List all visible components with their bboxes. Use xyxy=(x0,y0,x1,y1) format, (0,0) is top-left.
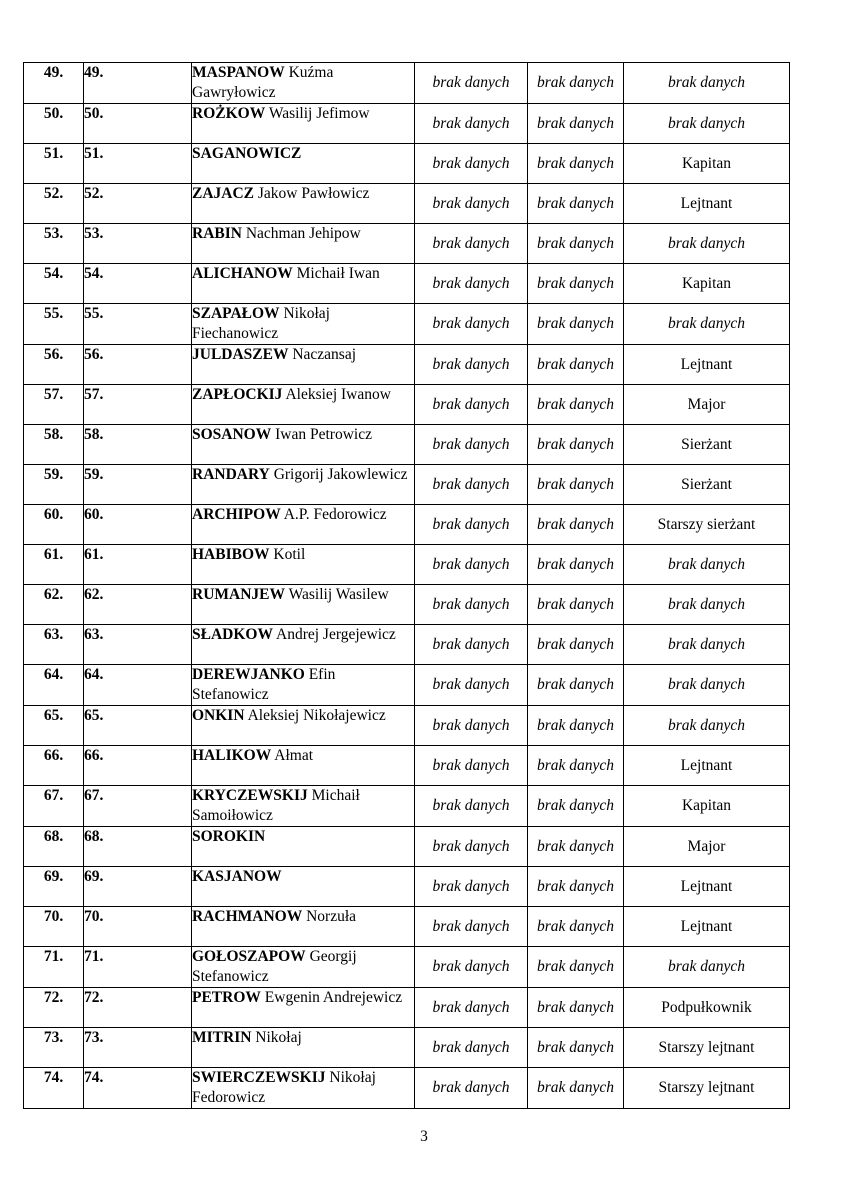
surname: MITRIN xyxy=(192,1029,252,1046)
data-cell-a: brak danych xyxy=(415,1028,528,1068)
table-row xyxy=(24,867,790,907)
surname: HABIBOW xyxy=(192,546,270,563)
rank-text: brak danych xyxy=(667,635,746,653)
rank-cell xyxy=(624,665,790,706)
given-names: Kotil xyxy=(273,546,306,563)
name-cell xyxy=(192,665,415,706)
name-cell xyxy=(192,907,415,947)
data-cell-b: brak danych xyxy=(528,385,624,425)
given-names: Kuźma Gawryłowicz xyxy=(192,64,334,101)
ordinal-cell: 53. xyxy=(24,224,84,264)
rank-text: Kapitan xyxy=(681,797,732,814)
rank-cell xyxy=(624,827,790,867)
given-names: Efin Stefanowicz xyxy=(192,666,336,703)
name-cell xyxy=(192,385,415,425)
rank-cell xyxy=(624,947,790,988)
surname: ALICHANOW xyxy=(192,265,293,282)
table-row xyxy=(24,1028,790,1068)
given-names: Michaił Iwan xyxy=(296,265,380,282)
data-cell-b: brak danych xyxy=(528,625,624,665)
given-names: Andrej Jergejewicz xyxy=(276,626,396,643)
number-cell: 71. xyxy=(84,947,192,988)
table-row xyxy=(24,465,790,505)
data-cell-a: brak danych xyxy=(415,746,528,786)
data-cell-a: brak danych xyxy=(415,827,528,867)
given-names: Wasilij Jefimow xyxy=(268,105,370,122)
rank-text: Lejtnant xyxy=(680,756,733,774)
ordinal-cell: 60. xyxy=(24,505,84,545)
ordinal-cell: 64. xyxy=(24,665,84,706)
data-cell-b: brak danych xyxy=(528,104,624,144)
rank-cell xyxy=(624,786,790,827)
data-cell-b: brak danych xyxy=(528,63,624,104)
table-row xyxy=(24,304,790,345)
table-row xyxy=(24,947,790,988)
rank-text: brak danych xyxy=(667,315,746,332)
name-cell xyxy=(192,988,415,1028)
rank-cell xyxy=(624,63,790,104)
surname: ZAPŁOCKIJ xyxy=(192,386,283,403)
data-cell-b: brak danych xyxy=(528,746,624,786)
surname: GOŁOSZAPOW xyxy=(192,948,306,965)
number-cell: 73. xyxy=(84,1028,192,1068)
rank-text: Sierżant xyxy=(681,435,732,453)
name-cell xyxy=(192,63,415,104)
surname: HALIKOW xyxy=(192,747,272,764)
ordinal-cell: 74. xyxy=(24,1068,84,1109)
number-cell: 66. xyxy=(84,746,192,786)
rank-text: brak danych xyxy=(667,74,746,91)
table-row xyxy=(24,505,790,545)
ordinal-cell: 52. xyxy=(24,184,84,224)
given-names: Iwan Petrowicz xyxy=(275,426,372,443)
rank-cell xyxy=(624,625,790,665)
table-row xyxy=(24,625,790,665)
number-cell: 70. xyxy=(84,907,192,947)
given-names: Wasilij Wasilew xyxy=(288,586,389,603)
name-cell xyxy=(192,144,415,184)
rank-cell xyxy=(624,545,790,585)
data-cell-b: brak danych xyxy=(528,304,624,345)
given-names: Nikołaj Fiechanowicz xyxy=(192,305,330,342)
ordinal-cell: 63. xyxy=(24,625,84,665)
name-cell xyxy=(192,545,415,585)
surname: JULDASZEW xyxy=(192,346,289,363)
data-cell-a: brak danych xyxy=(415,585,528,625)
data-cell-a: brak danych xyxy=(415,144,528,184)
rank-cell xyxy=(624,1068,790,1109)
number-cell: 52. xyxy=(84,184,192,224)
rank-text: Sierżant xyxy=(681,475,732,493)
table-row xyxy=(24,224,790,264)
name-cell xyxy=(192,706,415,746)
table-row xyxy=(24,746,790,786)
surname: ONKIN xyxy=(192,707,245,724)
number-cell: 53. xyxy=(84,224,192,264)
given-names: Nikołaj xyxy=(255,1029,302,1046)
given-names: A.P. Fedorowicz xyxy=(283,506,387,523)
surname: RABIN xyxy=(192,225,242,242)
rank-cell xyxy=(624,104,790,144)
table-row xyxy=(24,345,790,385)
surname: PETROW xyxy=(192,989,261,1006)
data-cell-a: brak danych xyxy=(415,907,528,947)
data-cell-b: brak danych xyxy=(528,184,624,224)
rank-text: Starszy lejtnant xyxy=(658,1079,755,1096)
ordinal-cell: 71. xyxy=(24,947,84,988)
data-cell-b: brak danych xyxy=(528,505,624,545)
rank-text: Lejtnant xyxy=(680,194,733,212)
data-cell-a: brak danych xyxy=(415,625,528,665)
data-cell-b: brak danych xyxy=(528,264,624,304)
rank-text: Podpułkownik xyxy=(661,998,752,1016)
name-cell xyxy=(192,345,415,385)
name-cell xyxy=(192,224,415,264)
surname: KASJANOW xyxy=(192,868,282,885)
ordinal-cell: 61. xyxy=(24,545,84,585)
name-cell xyxy=(192,304,415,345)
table-row xyxy=(24,907,790,947)
ordinal-cell: 69. xyxy=(24,867,84,907)
table-row xyxy=(24,184,790,224)
given-names: Nikołaj Fedorowicz xyxy=(192,1069,376,1106)
ordinal-cell: 51. xyxy=(24,144,84,184)
data-cell-a: brak danych xyxy=(415,505,528,545)
given-names: Michaił Samoiłowicz xyxy=(192,787,360,824)
data-cell-a: brak danych xyxy=(415,665,528,706)
data-cell-a: brak danych xyxy=(415,425,528,465)
data-cell-b: brak danych xyxy=(528,585,624,625)
name-cell xyxy=(192,1028,415,1068)
rank-text: Major xyxy=(687,837,726,855)
ordinal-cell: 58. xyxy=(24,425,84,465)
rank-text: Kapitan xyxy=(681,154,732,172)
ordinal-cell: 54. xyxy=(24,264,84,304)
table-row xyxy=(24,385,790,425)
given-names: Ewgenin Andrejewicz xyxy=(264,989,403,1006)
data-cell-a: brak danych xyxy=(415,545,528,585)
ordinal-cell: 68. xyxy=(24,827,84,867)
rank-cell xyxy=(624,746,790,786)
data-cell-b: brak danych xyxy=(528,665,624,706)
ordinal-cell: 62. xyxy=(24,585,84,625)
number-cell: 49. xyxy=(84,63,192,104)
rank-cell xyxy=(624,585,790,625)
number-cell: 69. xyxy=(84,867,192,907)
rank-cell xyxy=(624,425,790,465)
rank-cell xyxy=(624,304,790,345)
data-cell-a: brak danych xyxy=(415,224,528,264)
number-cell: 64. xyxy=(84,665,192,706)
rank-cell xyxy=(624,385,790,425)
data-cell-b: brak danych xyxy=(528,1028,624,1068)
ordinal-cell: 70. xyxy=(24,907,84,947)
rank-cell xyxy=(624,224,790,264)
rank-cell xyxy=(624,465,790,505)
rank-cell xyxy=(624,505,790,545)
table-row xyxy=(24,786,790,827)
data-cell-a: brak danych xyxy=(415,264,528,304)
name-cell xyxy=(192,827,415,867)
data-cell-b: brak danych xyxy=(528,786,624,827)
data-cell-a: brak danych xyxy=(415,988,528,1028)
rank-text: brak danych xyxy=(667,958,746,975)
rank-text: Starszy lejtnant xyxy=(658,1038,755,1056)
table-row xyxy=(24,827,790,867)
table-row xyxy=(24,63,790,104)
data-cell-a: brak danych xyxy=(415,867,528,907)
number-cell: 68. xyxy=(84,827,192,867)
page-number: 3 xyxy=(420,1128,428,1145)
rank-text: Lejtnant xyxy=(680,355,733,373)
data-cell-a: brak danych xyxy=(415,465,528,505)
table-row xyxy=(24,104,790,144)
number-cell: 67. xyxy=(84,786,192,827)
rank-text: brak danych xyxy=(667,234,746,252)
surname: ROŻKOW xyxy=(192,105,266,122)
name-cell xyxy=(192,746,415,786)
rank-cell xyxy=(624,345,790,385)
number-cell: 60. xyxy=(84,505,192,545)
surname: ARCHIPOW xyxy=(192,506,281,523)
data-cell-b: brak danych xyxy=(528,345,624,385)
data-cell-b: brak danych xyxy=(528,545,624,585)
rank-text: Major xyxy=(687,395,726,413)
data-cell-b: brak danych xyxy=(528,224,624,264)
ordinal-cell: 73. xyxy=(24,1028,84,1068)
ordinal-cell: 66. xyxy=(24,746,84,786)
given-names: Aleksiej Iwanow xyxy=(285,386,391,403)
rank-cell xyxy=(624,144,790,184)
table-row xyxy=(24,144,790,184)
ordinal-cell: 57. xyxy=(24,385,84,425)
rank-text: Starszy sierżant xyxy=(657,515,756,533)
surname: RANDARY xyxy=(192,466,270,483)
ordinal-cell: 72. xyxy=(24,988,84,1028)
table-row xyxy=(24,1068,790,1109)
surname: ZAJACZ xyxy=(192,185,255,202)
number-cell: 65. xyxy=(84,706,192,746)
surname: SOROKIN xyxy=(192,828,266,845)
ordinal-cell: 55. xyxy=(24,304,84,345)
table-row xyxy=(24,665,790,706)
rank-text: brak danych xyxy=(667,595,746,613)
name-cell xyxy=(192,264,415,304)
table-row xyxy=(24,988,790,1028)
data-cell-a: brak danych xyxy=(415,706,528,746)
given-names: Aleksiej Nikołajewicz xyxy=(247,707,386,724)
name-cell xyxy=(192,425,415,465)
surname: RUMANJEW xyxy=(192,586,285,603)
data-cell-b: brak danych xyxy=(528,465,624,505)
surname: SŁADKOW xyxy=(192,626,273,643)
rank-cell xyxy=(624,907,790,947)
rank-cell xyxy=(624,184,790,224)
number-cell: 55. xyxy=(84,304,192,345)
number-cell: 50. xyxy=(84,104,192,144)
name-cell xyxy=(192,465,415,505)
surname: SAGANOWICZ xyxy=(192,145,302,162)
data-cell-b: brak danych xyxy=(528,144,624,184)
rank-cell xyxy=(624,264,790,304)
data-cell-b: brak danych xyxy=(528,988,624,1028)
name-cell xyxy=(192,625,415,665)
surname: RACHMANOW xyxy=(192,908,303,925)
data-cell-b: brak danych xyxy=(528,867,624,907)
rank-cell xyxy=(624,706,790,746)
table-row xyxy=(24,545,790,585)
given-names: Jakow Pawłowicz xyxy=(257,185,370,202)
number-cell: 54. xyxy=(84,264,192,304)
name-cell xyxy=(192,585,415,625)
number-cell: 57. xyxy=(84,385,192,425)
document-sheet xyxy=(23,62,790,1109)
data-cell-a: brak danych xyxy=(415,345,528,385)
rank-text: brak danych xyxy=(667,716,746,734)
data-cell-a: brak danych xyxy=(415,104,528,144)
given-names: Georgij Stefanowicz xyxy=(192,948,357,985)
data-cell-a: brak danych xyxy=(415,786,528,827)
number-cell: 58. xyxy=(84,425,192,465)
ordinal-cell: 56. xyxy=(24,345,84,385)
number-cell: 74. xyxy=(84,1068,192,1109)
given-names: Norzuła xyxy=(306,908,357,925)
surname: MASPANOW xyxy=(192,64,285,81)
given-names: Naczansaj xyxy=(292,346,357,363)
number-cell: 59. xyxy=(84,465,192,505)
number-cell: 61. xyxy=(84,545,192,585)
data-cell-a: brak danych xyxy=(415,63,528,104)
table-row xyxy=(24,425,790,465)
rank-text: Lejtnant xyxy=(680,877,733,895)
data-cell-a: brak danych xyxy=(415,184,528,224)
data-cell-a: brak danych xyxy=(415,385,528,425)
surname: DEREWJANKO xyxy=(192,666,305,683)
ordinal-cell: 67. xyxy=(24,786,84,827)
number-cell: 62. xyxy=(84,585,192,625)
data-cell-b: brak danych xyxy=(528,947,624,988)
data-cell-b: brak danych xyxy=(528,907,624,947)
data-cell-b: brak danych xyxy=(528,827,624,867)
rank-text: brak danych xyxy=(667,555,746,573)
given-names: Nachman Jehipow xyxy=(245,225,361,242)
given-names: Grigorij Jakowlewicz xyxy=(273,466,408,483)
rank-text: Lejtnant xyxy=(680,917,733,935)
ordinal-cell: 59. xyxy=(24,465,84,505)
data-cell-a: brak danych xyxy=(415,304,528,345)
table-row xyxy=(24,585,790,625)
data-cell-b: brak danych xyxy=(528,1068,624,1109)
surname: KRYCZEWSKIJ xyxy=(192,787,308,804)
rank-cell xyxy=(624,867,790,907)
number-cell: 51. xyxy=(84,144,192,184)
table-row xyxy=(24,706,790,746)
given-names: Ałmat xyxy=(274,747,314,764)
name-cell xyxy=(192,184,415,224)
name-cell xyxy=(192,867,415,907)
table-body xyxy=(24,63,790,1109)
data-cell-a: brak danych xyxy=(415,947,528,988)
data-cell-b: brak danych xyxy=(528,706,624,746)
name-cell xyxy=(192,505,415,545)
name-cell xyxy=(192,947,415,988)
number-cell: 63. xyxy=(84,625,192,665)
number-cell: 72. xyxy=(84,988,192,1028)
data-cell-b: brak danych xyxy=(528,425,624,465)
number-cell: 56. xyxy=(84,345,192,385)
data-cell-a: brak danych xyxy=(415,1068,528,1109)
name-cell xyxy=(192,786,415,827)
surname: SWIERCZEWSKIJ xyxy=(192,1069,326,1086)
ordinal-cell: 65. xyxy=(24,706,84,746)
personnel-table xyxy=(23,62,790,1109)
name-cell xyxy=(192,1068,415,1109)
rank-text: Kapitan xyxy=(681,274,732,292)
rank-cell xyxy=(624,1028,790,1068)
surname: SOSANOW xyxy=(192,426,272,443)
surname: SZAPAŁOW xyxy=(192,305,280,322)
rank-text: brak danych xyxy=(667,676,746,693)
ordinal-cell: 50. xyxy=(24,104,84,144)
ordinal-cell: 49. xyxy=(24,63,84,104)
rank-cell xyxy=(624,988,790,1028)
rank-text: brak danych xyxy=(667,114,746,132)
name-cell xyxy=(192,104,415,144)
table-row xyxy=(24,264,790,304)
